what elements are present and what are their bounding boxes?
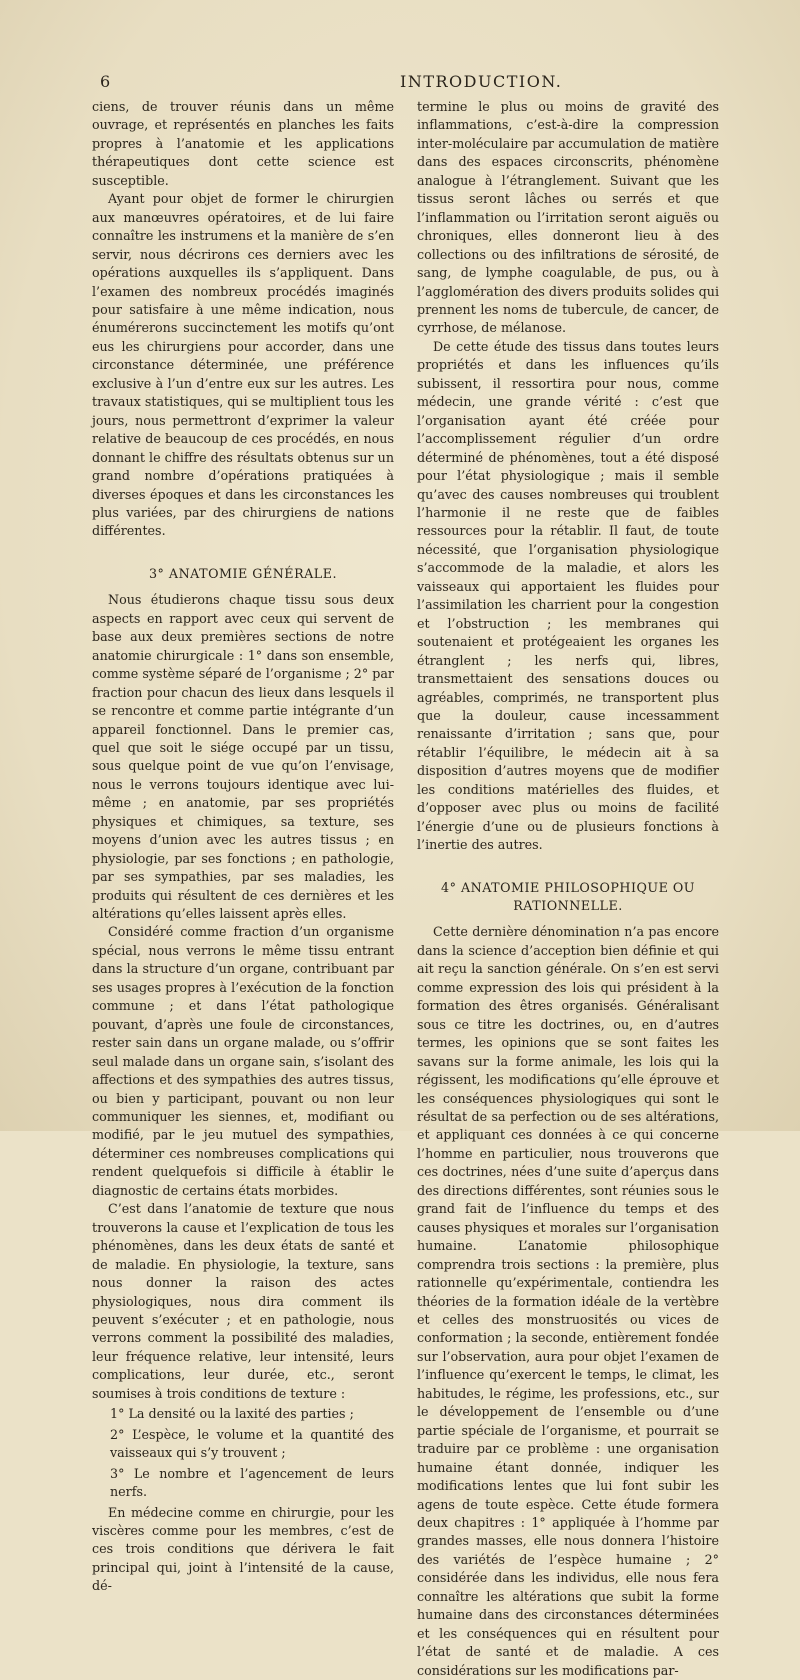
running-header (100, 72, 740, 92)
paragraph: C’est dans l’anatomie de texture que nous trouverons la cause et l’explication de tous les phénomènes, dans les deux états de santé et de maladie. En physiologie, la texture, sans nous donner la raison des actes physiologiques, nous dira comment ils peuvent s’exécuter ; et en pathologie, nous verrons comment la possibilité des maladies, leur fréquence relative, leur intensité, leurs complications, leur durée, etc., seront soumises à trois conditions de texture : (92, 1201, 394, 1401)
paragraph: En médecine comme en chirurgie, pour les viscères comme pour les membres, c’est de ces trois conditions que dérivera le fait principal qui, joint à l’intensité de la cause, dé- (92, 1504, 394, 1594)
section-heading: 4° ANATOMIE PHILOSOPHIQUE OU RATIONNELLE. (441, 879, 695, 914)
paragraph: Nous étudierons chaque tissu sous deux aspects en rapport avec ceux qui servent de base aux deux premières sections de notre anatomie chirurgicale : 1° dans son ensemble, comme système séparé de l’organisme ; 2° par fraction pour chacun des lieux dans lesquels il se rencontre et comme partie intégrante d’un appareil fonctionnel. Dans le premier cas, quel que soit le siége occupé par un tissu, sous quelque point de vue qu’on l’envisage, nous le verrons toujours identique avec lui-même ; en anatomie, par ses propriétés physiques et chimiques, sa texture, ses moyens d’union avec les autres tissus ; en physiologie, par ses fonctions ; en pathologie, par ses sympathies, par ses maladies, les produits qui résultent de ces dernières et les altérations qu’elles laissent après elles. (92, 592, 394, 922)
left-column (92, 98, 394, 1596)
running-title: INTRODUCTION. (400, 72, 563, 91)
list-item: 3° Le nombre et l’agencement de leurs nerfs. (110, 1465, 394, 1500)
list-item: 1° La densité ou la laxité des parties ; (110, 1406, 354, 1422)
section-heading: 3° ANATOMIE GÉNÉRALE. (148, 565, 338, 581)
right-column (417, 98, 719, 1680)
page-number: 6 (100, 72, 112, 91)
paragraph: Ayant pour objet de former le chirurgien aux manœuvres opératoires, et de lui faire connaître les instrumens et la manière de s’en servir, nous décrirons ces derniers avec les opérations auxquelles ils s’appliquent. Dans l’examen des nombreux procédés imaginés pour satisfaire à une même indication, nous énumérerons succinctement les motifs qu’ont eus les chirurgiens pour accorder, dans une circonstance déterminée, une préférence exclusive à l’un d’entre eux sur les autres. Les travaux statistiques, qui se multiplient tous les jours, nous permettront d’exprimer la valeur relative de beaucoup de ces procédés, en nous donnant le chiffre des résultats obtenus sur un grand nombre d’opérations pratiquées à diverses époques et dans les circonstances les plus variées, par des chirurgiens de nations différentes. (92, 191, 394, 539)
paragraph: Considéré comme fraction d’un organisme spécial, nous verrons le même tissu entrant dans la structure d’un organe, contribuant par ses usages propres à l’exécution de la fonction commune ; et dans l’état pathologique pouvant, d’après une foule de circonstances, rester sain dans un organe malade, ou s’offrir seul malade dans un organe sain, s’isolant des affections et des sympathies des autres tissus, ou bien y participant, pouvant ou non leur communiquer les siennes, et, modifiant ou modifié, par le jeu mutuel des sympathies, déterminer ces nombreuses complications qui rendent quelquefois si difficile à établir le diagnostic de certains états morbides. (92, 924, 394, 1198)
paragraph: termine le plus ou moins de gravité des inflammations, c’est-à-dire la compression inter-moléculaire par accumulation de matière dans des espaces circonscrits, phénomène analogue à l’étranglement. Suivant que les tissus seront lâches ou serrés et que l’inflammation ou l’irritation seront aiguës ou chroniques, elles donneront lieu à des collections ou des infiltrations de sérosité, de sang, de lymphe coagulable, de pus, ou à l’agglomération des divers produits solides qui prennent les noms de tubercule, de cancer, de cyrrhose, de mélanose. (417, 99, 720, 336)
paragraph: Cette dernière dénomination n’a pas encore dans la science d’acception bien définie et qui ait reçu la sanction générale. On s’en est servi comme expression des lois qui président à la formation des êtres organisés. Généralisant sous ce titre les doctrines, ou, en d’autres termes, les opinions que se sont faites les savans sur la forme animale, les lois qui la régissent, les modifications qu’elle éprouve et les conséquences physiologiques qui sont le résultat de sa perfection ou de ses altérations, et appliquant ces données à ce qui concerne l’homme en particulier, nous trouverons que ces doctrines, nées d’une suite d’aperçus dans des directions différentes, sont réunies sous le grand fait de l’influence du temps et des causes physiques et morales sur l’organisation humaine. L’anatomie philosophique comprendra trois sections : la première, plus rationnelle qu’expérimentale, contiendra les théories de la formation idéale de la vertèbre et celles des monstruosités ou vices de conformation ; la seconde, entièrement fondée sur l’observation, aura pour objet l’examen de l’influence qu’exercent le temps, le climat, les habitudes, le régime, les professions, etc., sur le développement de l’ensemble ou d’une partie spéciale de l’organisme, et pourrait se traduire par ce problème : une organisation humaine étant donnée, indiquer les modifications lentes que lui font subir les agens de toute espèce. Cette étude formera deux chapitres : 1° appliquée à l’homme par grandes masses, elle nous donnera l’histoire des variétés de l’espèce humaine ; 2° considérée dans les individus, elle nous fera connaître les altérations que subit la forme humaine dans des circonstances déterminées et les conséquences qui en résultent pour l’état de santé et de maladie. A ces considérations sur les modifications par- (417, 924, 719, 1678)
list-item: 2° L’espèce, le volume et la quantité des vaisseaux qui s’y trouvent ; (110, 1426, 394, 1461)
paragraph: ciens, de trouver réunis dans un même ouvrage, et représentés en planches les faits propres à l’anatomie et les applications thérapeutiques dont cette science est susceptible. (92, 99, 394, 188)
paragraph: De cette étude des tissus dans toutes leurs propriétés et dans les influences qu’ils subissent, il ressortira pour nous, comme médecin, une grande vérité : c’est que l’organisation ayant été créée pour l’accomplissement régulier d’un ordre déterminé de phénomènes, tout a été disposé pour l’état physiologique ; mais il semble qu’avec des causes nombreuses qui troublent l’harmonie il ne reste que de faibles ressources pour la rétablir. Il faut, de toute nécessité, que l’organisation physiologique s’accommode de la maladie, et alors les vaisseaux qui apportaient les fluides pour l’assimilation les charrient pour la congestion et l’obstruction ; les membranes qui soutenaient et protégeaient les organes les étranglent ; les nerfs qui, libres, transmettaient des sensations douces ou agréables, comprimés, ne transportent plus que la douleur, cause incessamment renaissante d’irritation ; sans que, pour rétablir l’équilibre, le médecin ait à sa disposition d’autres moyens que de modifier les conditions matérielles des fluides, et d’opposer avec plus ou moins de facilité l’énergie d’une ou de plusieurs fonctions à l’inertie des autres. (417, 338, 719, 853)
